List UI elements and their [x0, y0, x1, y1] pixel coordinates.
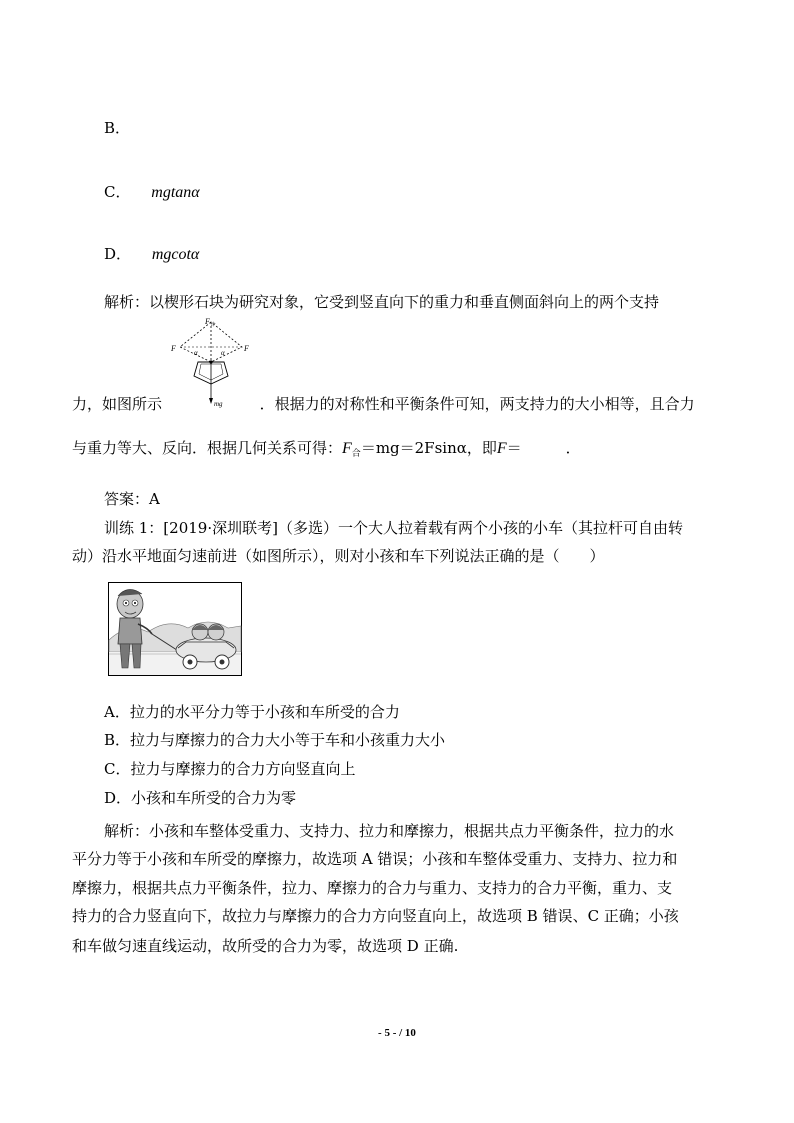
- analysis1-line2-post: ．根据力的对称性和平衡条件可知，两支持力的大小相等，且合力: [259, 395, 695, 413]
- analysis1-line3: [72, 438, 581, 461]
- analysis2-line2: 平分力等于小孩和车所受的摩擦力，故选项 A 错误；小孩和车整体受重力、支持力、拉力和: [72, 850, 678, 868]
- choice-d: D．小孩和车所受的合力为零: [104, 789, 297, 807]
- choice-c: C．拉力与摩擦力的合力方向竖直向上: [104, 760, 356, 778]
- diagram-f-left: F: [171, 344, 176, 353]
- analysis2-line4: 持力的合力竖直向下，故拉力与摩擦力的合力方向竖直向上，故选项 B 错误、C 正确；小孩: [72, 907, 679, 925]
- analysis1-line1: 解析：以楔形石块为研究对象，它受到竖直向下的重力和垂直侧面斜向上的两个支持: [104, 293, 660, 311]
- analysis1-line3-he: 合: [351, 449, 361, 459]
- analysis1-line3-end: ．: [565, 439, 581, 457]
- option-d-label: D．: [104, 245, 132, 263]
- diagram-f-top-sub: 合: [210, 323, 216, 328]
- analysis1-line3-F: F: [342, 440, 352, 457]
- option-b-label: B．: [104, 119, 131, 137]
- option-c: [104, 182, 200, 203]
- option-d-value: mgcotα: [151, 246, 200, 263]
- analysis2-line5: 和车做匀速直线运动，故所受的合力为零，故选项 D 正确.: [72, 937, 459, 955]
- diagram-alpha-right: α: [221, 349, 225, 357]
- choice-a: A．拉力的水平分力等于小孩和车所受的合力: [104, 703, 400, 721]
- diagram-f-top: F: [205, 317, 210, 326]
- analysis1-line2-pre: 力，如图所示: [72, 395, 163, 413]
- option-d: [104, 244, 199, 265]
- analysis1-line2: [72, 394, 695, 414]
- option-c-value: mgtanα: [151, 184, 200, 201]
- choice-b: B．拉力与摩擦力的合力大小等于车和小孩重力大小: [104, 731, 446, 749]
- answer: 答案：A: [104, 490, 160, 508]
- analysis2-line1: 解析：小孩和车整体受重力、支持力、拉力和摩擦力，根据共点力平衡条件，拉力的水: [104, 822, 675, 840]
- analysis1-line3-eq: ＝: [506, 439, 522, 457]
- option-c-label: C．: [104, 183, 131, 201]
- diagram-alpha-left: α: [194, 349, 198, 357]
- diagram-mg: mg: [214, 400, 223, 408]
- cart-illustration: [108, 582, 242, 676]
- training-line1: 训练 1：[2019·深圳联考]（多选）一个大人拉着载有两个小孩的小车（其拉杆可自由转: [104, 519, 683, 537]
- analysis2-line3: 摩擦力，根据共点力平衡条件，拉力、摩擦力的合力与重力、支持力的合力平衡，重力、支: [72, 879, 673, 897]
- analysis1-line3-F2: F: [496, 440, 507, 457]
- diagram-f-right: F: [244, 344, 249, 353]
- page-number: - 5 - / 10: [378, 1027, 416, 1039]
- analysis1-line3-pre: 与重力等大、反向．根据几何关系可得：: [72, 439, 343, 457]
- training-line2: 动）沿水平地面匀速前进（如图所示），则对小孩和车下列说法正确的是（ ）: [72, 547, 605, 565]
- analysis1-line3-mid: ＝mg＝2Fsinα，即: [360, 439, 497, 457]
- option-b: [104, 118, 130, 138]
